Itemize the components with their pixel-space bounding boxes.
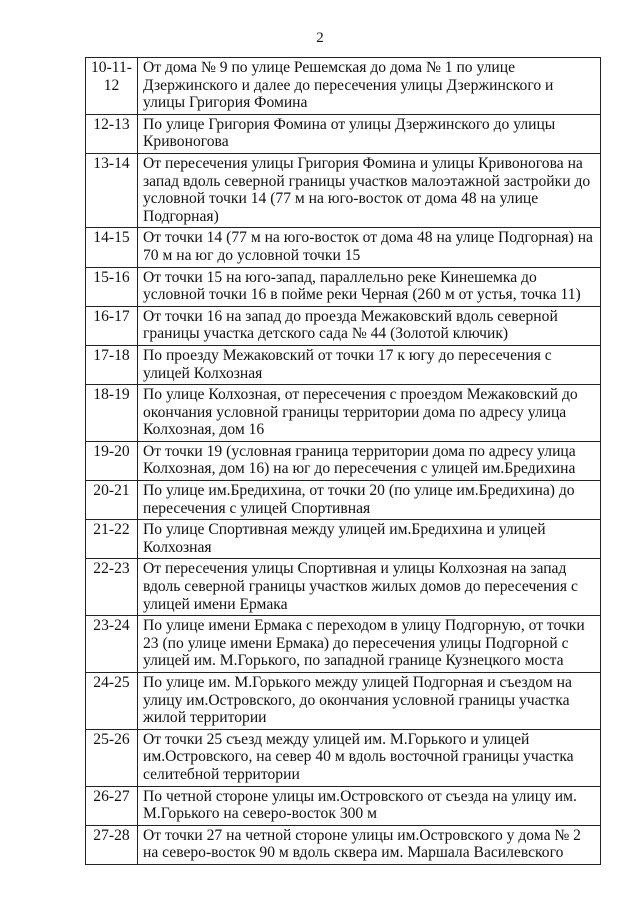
table-row [86,559,601,616]
segment-cell: 12-13 [86,114,138,153]
table-row [86,673,601,730]
boundary-description-table [85,57,601,865]
table-row [86,616,601,673]
description-cell: По четной стороне улицы им.Островского от съезда на улицу им. М.Горького на северо-восток 300 м [138,786,601,825]
segment-cell: 15-16 [86,267,138,306]
table-row [86,228,601,267]
segment-cell: 21-22 [86,520,138,559]
table-row [86,114,601,153]
table-row [86,786,601,825]
description-cell: От пересечения улицы Спортивная и улицы Колхозная на запад вдоль северной границы участков жилых домов до пересечения с улицей имени Ермака [138,559,601,616]
segment-cell: 27-28 [86,825,138,864]
description-cell: По улице имени Ермака с переходом в улицу Подгорную, от точки 23 (по улице имени Ермака) до пересечения улицы Подгорной с улицей им. М.Горького, по западной границе Кузнецкого моста [138,616,601,673]
page-number: 2 [316,30,324,46]
segment-cell: 16-17 [86,306,138,345]
table-row [86,729,601,786]
description-cell: По улице Колхозная, от пересечения с проездом Межаковский до окончания условной границы территории дома по адресу улица Колхозная, дом 16 [138,385,601,442]
description-cell: От точки 16 на запад до проезда Межаковский вдоль северной границы участка детского сада № 44 (Золотой ключик) [138,306,601,345]
description-cell: По проезду Межаковский от точки 17 к югу до пересечения с улицей Колхозная [138,345,601,384]
segment-cell: 20-21 [86,481,138,520]
segment-cell: 19-20 [86,441,138,480]
description-cell: По улице им. М.Горького между улицей Подгорная и съездом на улицу им.Островского, до окончания условной границы участка жилой территории [138,673,601,730]
segment-cell: 18-19 [86,385,138,442]
table-row [86,441,601,480]
table-row [86,306,601,345]
segment-cell: 26-27 [86,786,138,825]
table-row [86,153,601,227]
segment-cell: 23-24 [86,616,138,673]
table-row [86,520,601,559]
segment-cell: 17-18 [86,345,138,384]
segment-cell: 25-26 [86,729,138,786]
description-cell: От дома № 9 по улице Решемская до дома № 1 по улице Дзержинского и далее до пересечения улицы Дзержинского и улицы Григория Фомина [138,58,601,115]
table-row [86,825,601,864]
segment-cell: 14-15 [86,228,138,267]
segment-cell: 10-11-12 [86,58,138,115]
description-cell: От пересечения улицы Григория Фомина и улицы Кривоногова на запад вдоль северной границы участков малоэтажной застройки до условной точки 14 (77 м на юго-восток от дома 48 на улице Подгорная) [138,153,601,227]
description-cell: От точки 15 на юго-запад, параллельно реке Кинешемка до условной точки 16 в пойме реки Черная (260 м от устья, точка 11) [138,267,601,306]
table-row [86,58,601,115]
table-body [86,58,601,865]
segment-cell: 24-25 [86,673,138,730]
table-row [86,345,601,384]
description-cell: От точки 19 (условная граница территории дома по адресу улица Колхозная, дом 16) на юг до пересечения с улицей им.Бредихина [138,441,601,480]
description-cell: По улице Григория Фомина от улицы Дзержинского до улицы Кривоногова [138,114,601,153]
description-cell: От точки 27 на четной стороне улицы им.Островского у дома № 2 на северо-восток 90 м вдоль сквера им. Маршала Василевского [138,825,601,864]
description-cell: По улице им.Бредихина, от точки 20 (по улице им.Бредихина) до пересечения с улицей Спортивная [138,481,601,520]
table-row [86,385,601,442]
table-row [86,267,601,306]
table-row [86,481,601,520]
description-cell: От точки 14 (77 м на юго-восток от дома 48 на улице Подгорная) на 70 м на юг до условной точки 15 [138,228,601,267]
description-cell: По улице Спортивная между улицей им.Бредихина и улицей Колхозная [138,520,601,559]
segment-cell: 13-14 [86,153,138,227]
description-cell: От точки 25 съезд между улицей им. М.Горького и улицей им.Островского, на север 40 м вдоль восточной границы участка селитебной территории [138,729,601,786]
segment-cell: 22-23 [86,559,138,616]
